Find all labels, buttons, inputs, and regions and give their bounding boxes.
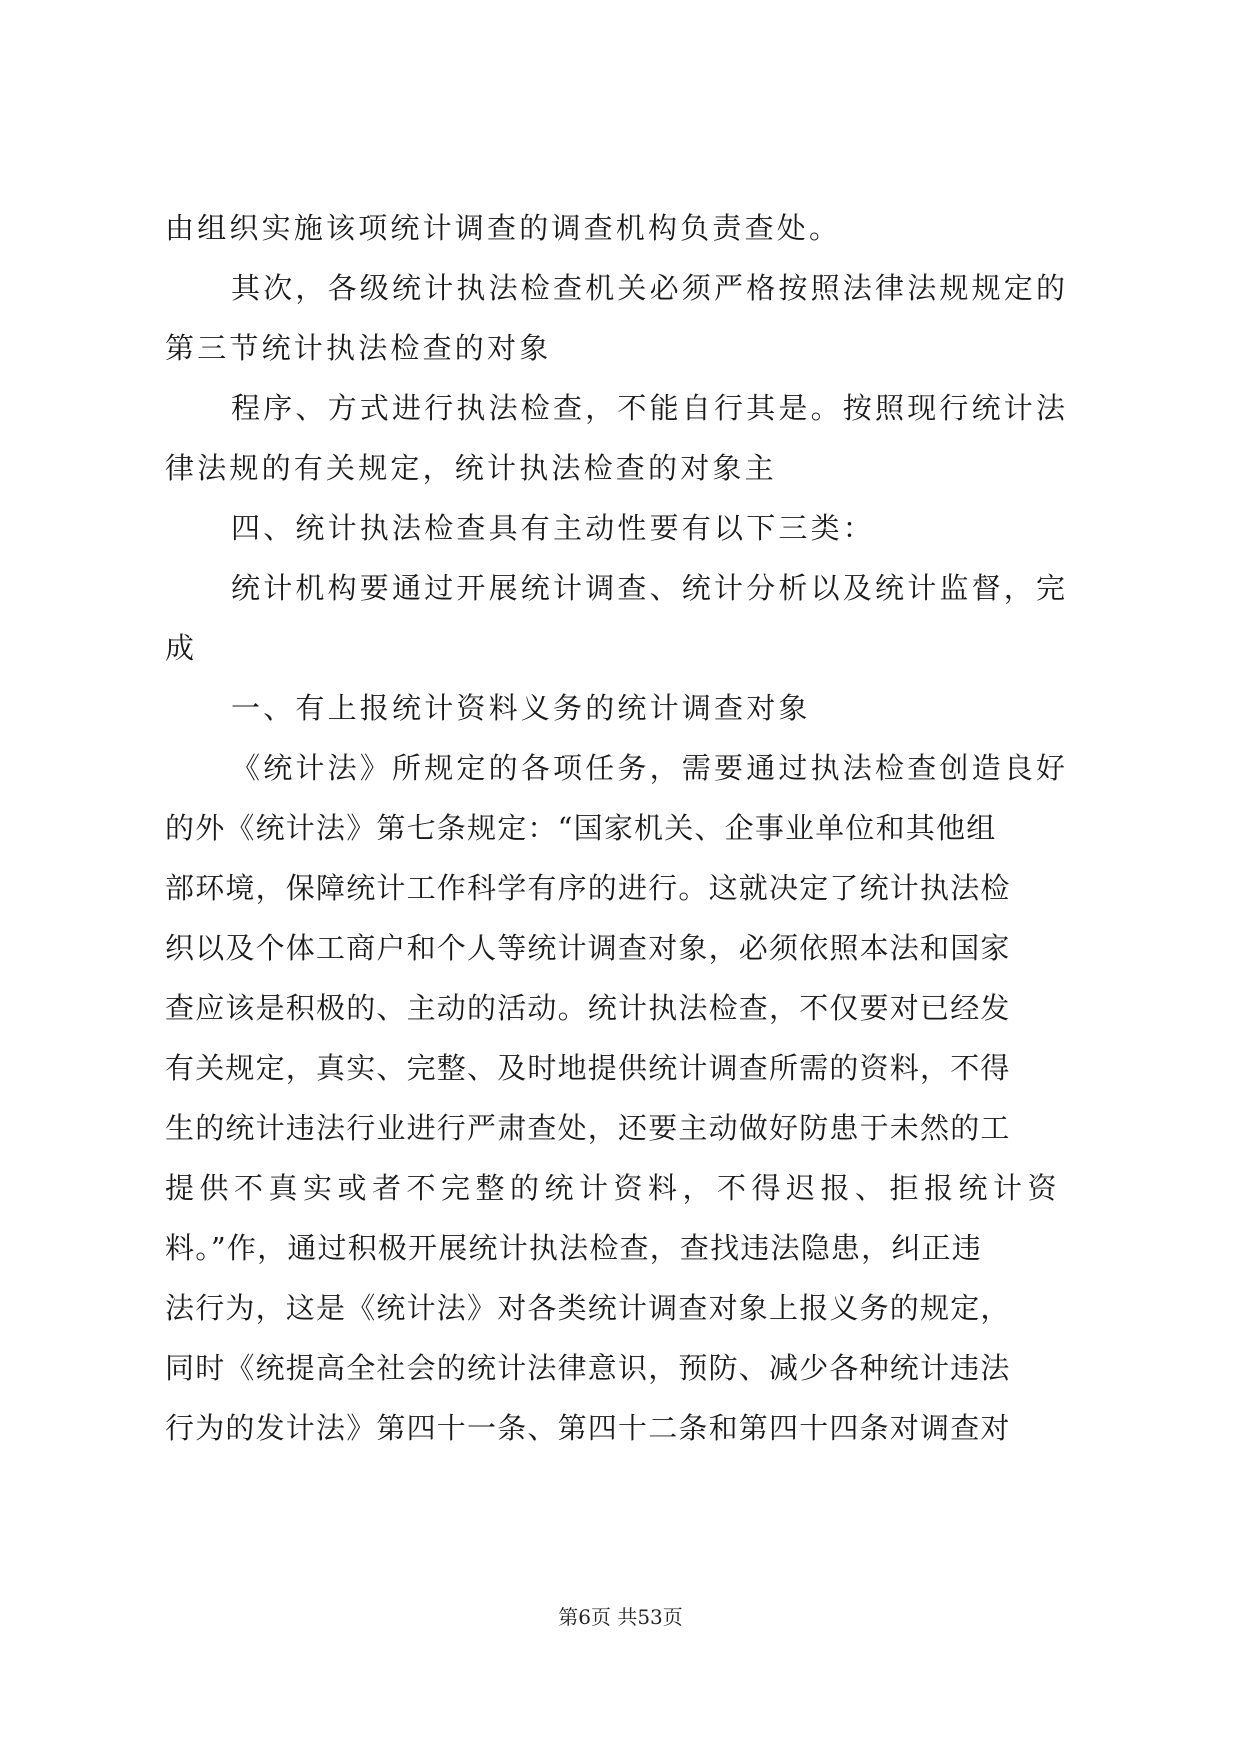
text-line: 第三节统计执法检查的对象 — [165, 331, 552, 365]
text-line: 律法规的有关规定，统计执法检查的对象主 — [165, 451, 777, 485]
text-line: 法行为，这是《统计法》对各类统计调查对象上报义务的规定， — [165, 1291, 1011, 1325]
text-line: 同时《统提高全社会的统计法律意识，预防、减少各种统计违法 — [165, 1351, 1011, 1385]
text-line: 统计机构要通过开展统计调查、统计分析以及统计监督，完 — [231, 571, 1069, 605]
text-line: 查应该是积极的、主动的活动。统计执法检查，不仅要对已经发 — [165, 991, 1011, 1025]
text-line: 的外《统计法》第七条规定：“国家机关、企事业单位和其他组 — [165, 811, 997, 845]
text-line: 一、有上报统计资料义务的统计调查对象 — [231, 691, 811, 725]
text-line: 生的统计违法行业进行严肃查处，还要主动做好防患于未然的工 — [165, 1111, 1011, 1145]
text-line: 行为的发计法》第四十一条、第四十二条和第四十四条对调查对 — [165, 1411, 1011, 1445]
text-line: 料。”作，通过积极开展统计执法检查，查找违法隐患，纠正违 — [165, 1231, 982, 1265]
text-line: 提供不真实或者不完整的统计资料，不得迟报、拒报统计资 — [165, 1171, 1063, 1205]
text-line: 由组织实施该项统计调查的调查机构负责查处。 — [165, 211, 842, 245]
text-line: 部环境，保障统计工作科学有序的进行。这就决定了统计执法检 — [165, 871, 1011, 905]
text-line: 其次，各级统计执法检查机关必须严格按照法律法规规定的 — [231, 271, 1069, 305]
text-line: 四、统计执法检查具有主动性要有以下三类： — [231, 511, 876, 545]
page-number-footer: 第6页 共53页 — [558, 1605, 683, 1629]
text-line: 织以及个体工商户和个人等统计调查对象，必须依照本法和国家 — [165, 931, 1011, 965]
text-line: 成 — [165, 631, 198, 665]
text-line: 《统计法》所规定的各项任务，需要通过执法检查创造良好 — [231, 751, 1069, 785]
text-line: 程序、方式进行执法检查，不能自行其是。按照现行统计法 — [231, 391, 1069, 425]
text-line: 有关规定，真实、完整、及时地提供统计调查所需的资料，不得 — [165, 1051, 1011, 1085]
